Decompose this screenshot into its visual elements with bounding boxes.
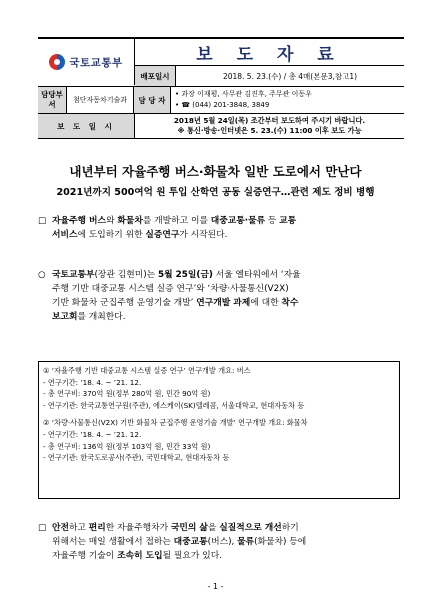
subheadline: 2021년까지 500여억 원 투입 산학연 공동 실증연구…관련 제도 정비 병행	[56, 187, 375, 198]
document-title: 보 도 자 료	[135, 39, 404, 66]
contact-label: 담 당 자	[134, 87, 171, 113]
overview-line: ② ‘차량·사물통신(V2X) 기반 화물차 군집주행 운영기술 개발’ 연구개발 개요: 화물차	[43, 418, 308, 428]
overview-line: - 연구기간: ’18. 4. ~ ’21. 12.	[43, 429, 142, 439]
embargo-info	[135, 114, 404, 138]
logo-text: 국토교통부	[69, 56, 123, 69]
release-label: 배포일시	[135, 66, 176, 86]
project-overview-box	[38, 361, 400, 499]
overview-line: - 연구기간: ’18. 4. ~ ’21. 12.	[43, 377, 142, 387]
ministry-logo	[38, 39, 135, 85]
contact-info	[171, 87, 404, 113]
release-value: 2018. 5. 23.(수) / 총 4매(본문3,참고1)	[222, 71, 358, 81]
square-bullet-icon: □	[38, 216, 47, 226]
paragraph-3: □ 안전하고 편리한 자율주행차가 국민의 삶을 실질적으로 개선하기 위해서는 매일 생활에서 접하는 대중교통(버스), 물류(화물차) 등에 자율주행 기술이 조속히 도입될 필요가 있다.	[38, 523, 307, 561]
embargo-line-1: 2018년 5월 24일(목) 조간부터 보도하여 주시기 바랍니다.	[173, 116, 366, 125]
contact-line-1: • 과장 이재평, 사무관 김진후, 주무관 이동우	[175, 90, 312, 98]
overview-line: - 연구기관: 한국도로공사(주관), 국민대학교, 현대자동차 등	[43, 453, 230, 463]
embargo-label: 보 도 일 시	[38, 114, 135, 138]
header-table	[38, 37, 404, 139]
dept-label: 담당부서	[38, 87, 67, 113]
dept-value: 첨단자동차기술과	[67, 87, 134, 113]
overview-line: - 연구기관: 한국교통연구원(주관), 에스케이(SK)텔레콤, 서울대학교, 현대자동차 등	[43, 400, 305, 410]
page-number: - 1 -	[207, 582, 224, 591]
taegeuk-icon	[49, 54, 65, 70]
overview-line: - 총 연구비: 136억 원(정부 103억 원, 민간 33억 원)	[43, 441, 211, 451]
circle-bullet-icon: ○	[38, 270, 46, 280]
paragraph-1: □ 자율주행 버스와 화물차를 개발하고 이를 대중교통·물류 등 교통 서비스에 도입하기 위한 실증연구가 시작된다.	[38, 216, 297, 240]
overview-line: - 총 연구비: 370억 원(정부 280억 원, 민간 90억 원)	[43, 389, 211, 399]
embargo-line-2: ※ 통신·방송·인터넷은 5. 23.(수) 11:00 이후 보도 가능	[177, 126, 362, 135]
overview-line: ① ‘자율주행 기반 대중교통 시스템 실증 연구’ 연구개발 개요: 버스	[43, 366, 251, 375]
square-bullet-icon: □	[38, 523, 47, 533]
contact-line-2: • ☎ (044) 201-3848, 3849	[175, 101, 270, 109]
paragraph-2: ○ 국토교통부(장관 김현미)는 5월 25일(금) 서울 엘타워에서 ‘자율 주행 기반 대중교통 시스템 실증 연구’와 ‘차량·사물통신(V2X) 기반 화물차 군집주행 운영기술 개발’ 연구개발 과제에 대한 착수 보고회를 개최한다.	[38, 270, 301, 322]
headline: 내년부터 자율주행 버스·화물차 일반 도로에서 만난다	[69, 164, 362, 179]
